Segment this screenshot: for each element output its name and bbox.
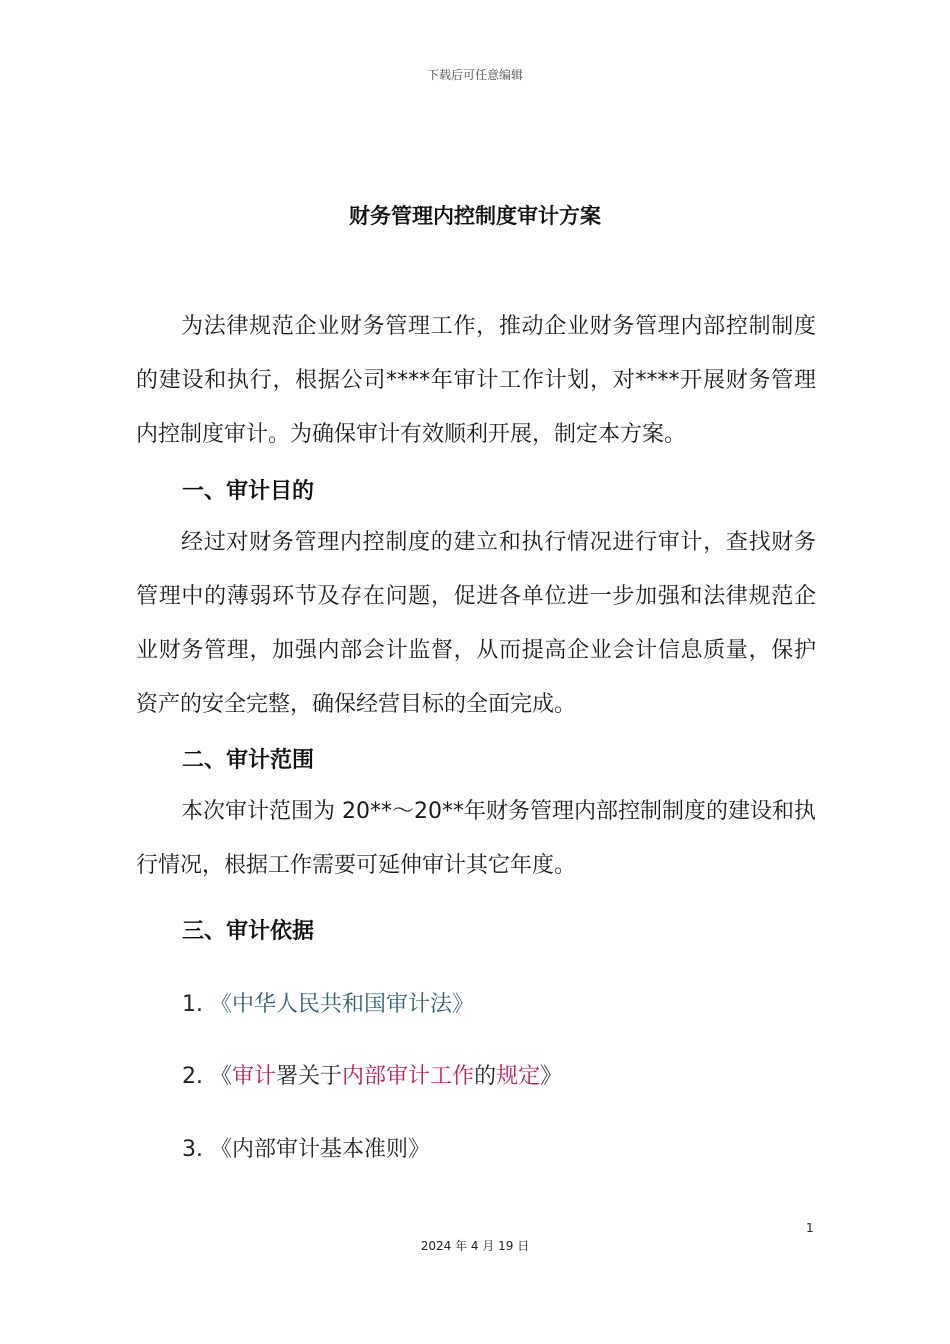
footer-date: 2024 年 4 月 19 日 xyxy=(420,1239,530,1253)
reference-item-2 xyxy=(182,1059,562,1090)
section-body-scope: 本次审计范围为 20**～20**年财务管理内部控制制度的建设和执行情况，根据工作需要可延伸审计其它年度。 xyxy=(136,799,816,878)
document-title: 财务管理内控制度审计方案 xyxy=(349,204,601,228)
reference-number: 3. xyxy=(182,1137,203,1162)
section-heading-basis: 三、审计依据 xyxy=(182,919,315,944)
reference-close-bracket: 》 xyxy=(540,1064,563,1089)
reference-close-bracket: 》 xyxy=(452,992,475,1017)
reference-open-bracket: 《 xyxy=(210,1064,233,1089)
section-body-purpose: 经过对财务管理内控制度的建立和执行情况进行审计，查找财务管理中的薄弱环节及存在问题，促进各单位进一步加强和法律规范企业财务管理，加强内部会计监督，从而提高企业会计信息质量，保护资产的安全完整，确保经营目标的全面完成。 xyxy=(136,530,816,717)
header-note: 下载后可任意编辑 xyxy=(426,68,523,82)
reference-open-bracket: 《 xyxy=(210,992,233,1017)
reference-text: 《内部审计基本准则》 xyxy=(210,1137,431,1162)
section-heading-purpose: 一、审计目的 xyxy=(182,479,315,504)
reference-item-3 xyxy=(182,1132,430,1163)
reference-item-1 xyxy=(182,987,474,1018)
reference-link-internal-audit-work[interactable]: 内部审计工作 xyxy=(342,1064,475,1089)
page-number: 1 xyxy=(806,1221,814,1235)
reference-number: 2. xyxy=(182,1064,203,1089)
reference-link-audit-law[interactable]: 中华人民共和国审计法 xyxy=(232,992,453,1017)
intro-paragraph: 为法律规范企业财务管理工作，推动企业财务管理内部控制制度的建设和执行，根据公司****年审计工作计划，对****开展财务管理内控制度审计。为确保审计有效顺利开展，制定本方案。 xyxy=(136,314,816,447)
reference-text: 署关于 xyxy=(276,1064,343,1089)
reference-text: 的 xyxy=(474,1064,497,1089)
reference-link-regulation[interactable]: 规定 xyxy=(496,1064,541,1089)
reference-link-audit[interactable]: 审计 xyxy=(232,1064,277,1089)
section-heading-scope: 二、审计范围 xyxy=(182,748,315,773)
reference-number: 1. xyxy=(182,992,203,1017)
